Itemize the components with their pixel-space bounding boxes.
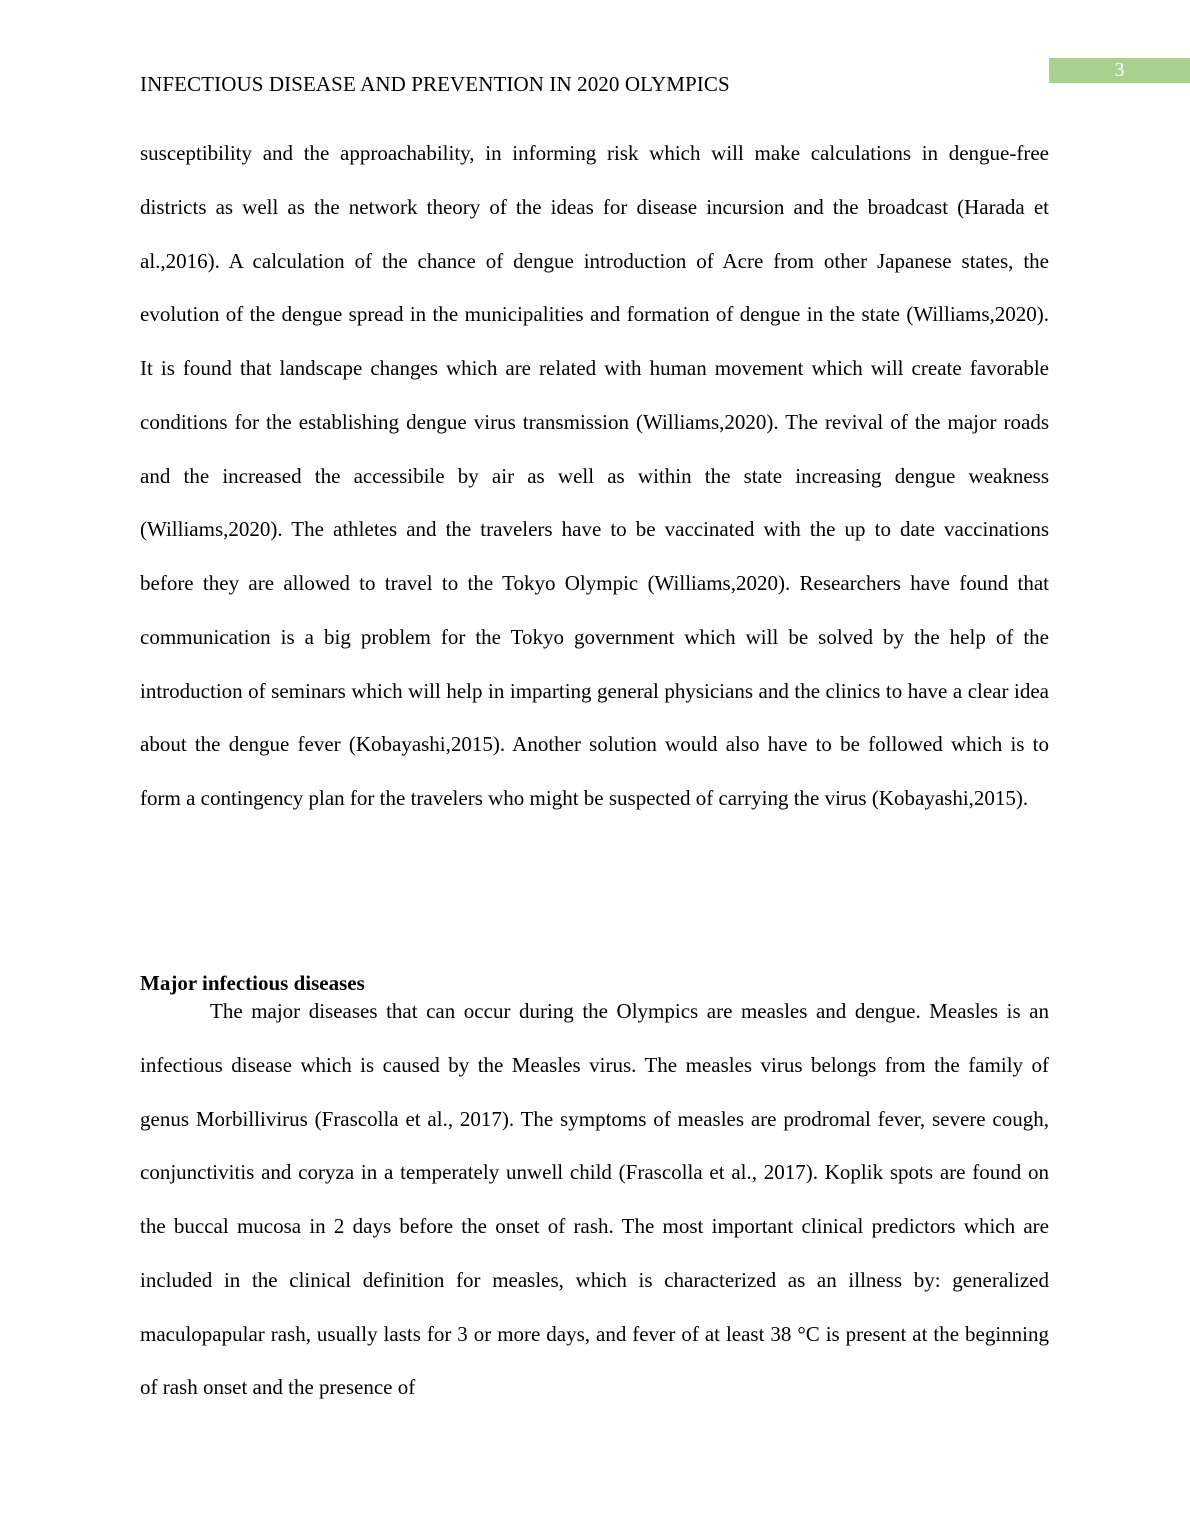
- body-paragraph-2-container: [140, 985, 1049, 1415]
- body-paragraph-1: susceptibility and the approachability, in informing risk which will make calculations in dengue-free districts as well as the network theory of the ideas for disease incursion and the broadcast (Harada et al.,2016). A calculation of the chance of dengue introduction of Acre from other Japanese states, the evolution of the dengue spread in the municipalities and formation of dengue in the state (Williams,2020). It is found that landscape changes which are related with human movement which will create favorable conditions for the establishing dengue virus transmission (Williams,2020). The revival of the major roads and the increased the accessibile by air as well as within the state increasing dengue weakness (Williams,2020). The athletes and the travelers have to be vaccinated with the up to date vaccinations before they are allowed to travel to the Tokyo Olympic (Williams,2020). Researchers have found that communication is a big problem for the Tokyo government which will be solved by the help of the introduction of seminars which will help in imparting general physicians and the clinics to have a clear idea about the dengue fever (Kobayashi,2015). Another solution would also have to be followed which is to form a contingency plan for the travelers who might be suspected of carrying the virus (Kobayashi,2015).: [140, 141, 1049, 810]
- page-number: 3: [1049, 58, 1190, 83]
- running-head: INFECTIOUS DISEASE AND PREVENTION IN 2020 OLYMPICS: [140, 72, 730, 96]
- body-paragraph-1-container: [140, 127, 1049, 826]
- body-paragraph-2: The major diseases that can occur during the Olympics are measles and dengue. Measles is an infectious disease which is caused by the Measles virus. The measles virus belongs from the family of genus Morbillivirus (Frascolla et al., 2017). The symptoms of measles are prodromal fever, severe cough, conjunctivitis and coryza in a temperately unwell child (Frascolla et al., 2017). Koplik spots are found on the buccal mucosa in 2 days before the onset of rash. The most important clinical predictors which are included in the clinical definition for measles, which is characterized as an illness by: generalized maculopapular rash, usually lasts for 3 or more days, and fever of at least 38 °C is present at the beginning of rash onset and the presence of: [140, 999, 1049, 1400]
- section-heading: Major infectious diseases: [140, 971, 365, 995]
